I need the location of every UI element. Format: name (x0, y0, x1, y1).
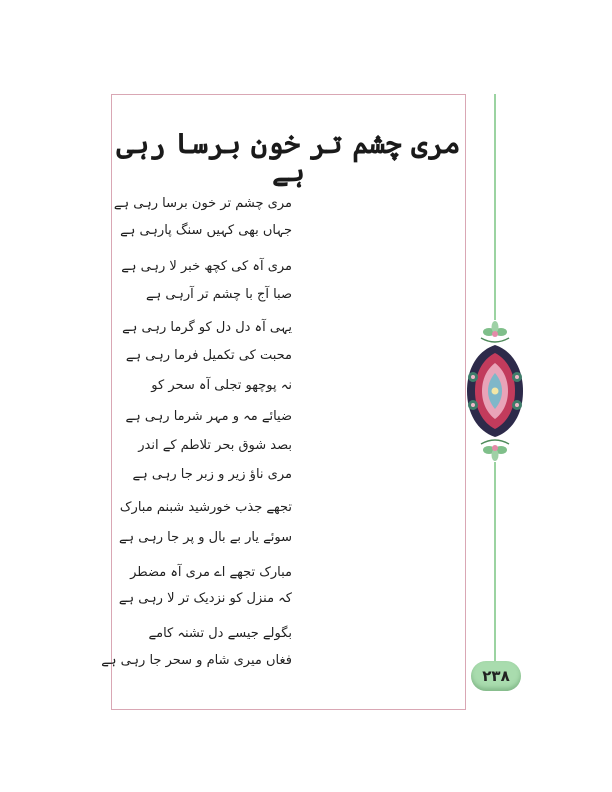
poem-line-1: مری چشم تر خون برسا رہی ہے (113, 196, 292, 211)
poem-line-2: جہاں بھی کہیں سنگ پارہی ہے (120, 223, 292, 238)
page-number-badge (471, 661, 521, 691)
poem-line-4: صبا آج با چشم تر آرہی ہے (146, 287, 292, 302)
poem-line-7: نہ پوچھو تجلی آہ سحر کو (151, 378, 292, 393)
page-number: ۲۳۸ (482, 667, 510, 685)
poem-line-3: مری آہ کی کچھ خبر لا رہی ہے (121, 259, 292, 274)
poem-line-6: محبت کی تکمیل فرما رہی ہے (125, 348, 292, 363)
poem-line-13: مبارک تجھے اے مری آہ مضطر (130, 565, 292, 580)
floral-ornament-icon (464, 318, 526, 464)
side-rule-bottom (494, 462, 496, 662)
poem-line-15: بگولے جیسے دل تشنہ کامے (148, 626, 292, 641)
poem-line-10: مری ناؤ زیر و زبر جا رہی ہے (132, 467, 292, 482)
poem-line-12: سوئے یار بے بال و پر جا رہی ہے (118, 530, 292, 545)
poem-line-14: کہ منزل کو نزدیک تر لا رہی ہے (118, 591, 292, 606)
poem-line-8: ضیائے مہ و مہر شرما رہی ہے (125, 409, 292, 424)
poem-line-5: یہی آہ دل دل کو گرما رہی ہے (122, 320, 292, 335)
poem-line-16: فغاں میری شام و سحر جا رہی ہے (101, 653, 292, 668)
poem-title: مری چشم تر خون برسا رہی ہے (116, 127, 461, 188)
poem-line-11: تجھے جذب خورشید شبنم مبارک (119, 500, 292, 515)
side-rule-top (494, 94, 496, 320)
poem-line-9: بصد شوق بحر تلاطم کے اندر (138, 438, 292, 453)
